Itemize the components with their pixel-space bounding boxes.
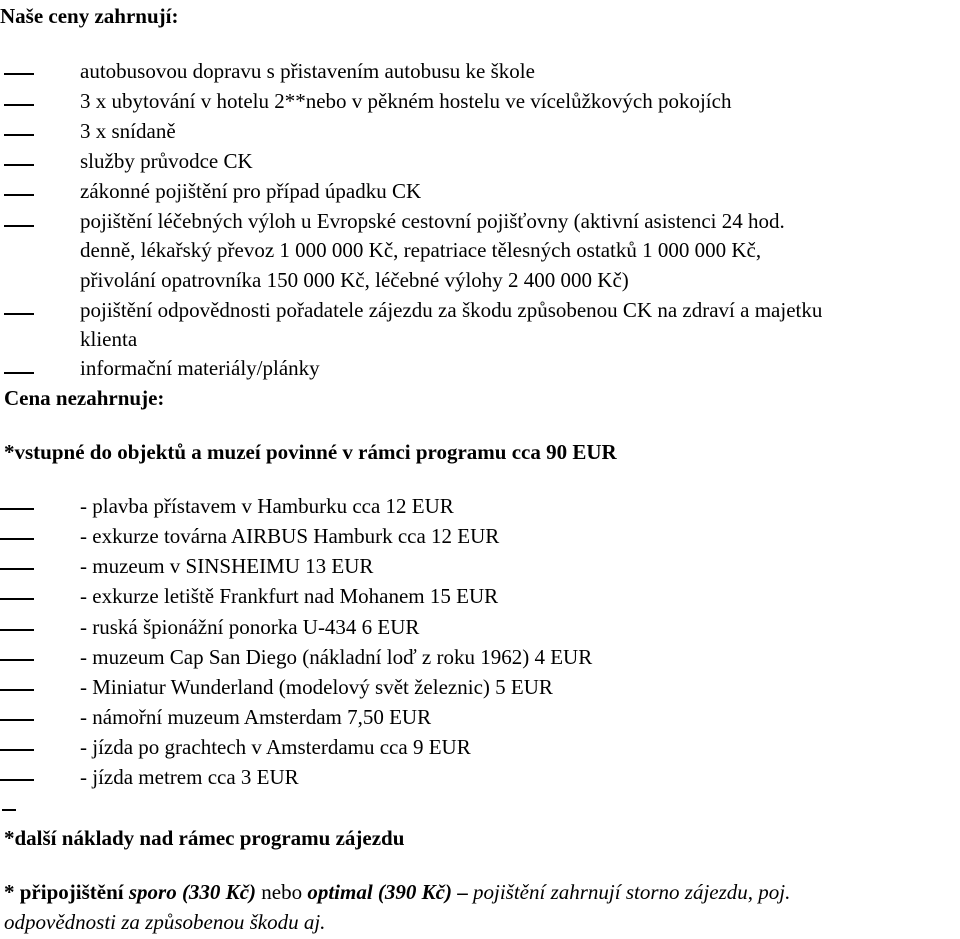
liability-line: pojištění odpovědnosti pořadatele zájezdu za škodu způsobenou CK na zdraví a majetku — [80, 298, 823, 322]
excluded-item: - ruská špionážní ponorka U-434 6 EUR — [80, 615, 420, 639]
supplementary-dash: – — [452, 880, 473, 904]
bullet-dash — [0, 629, 34, 631]
supplementary-prefix: * — [4, 880, 20, 904]
bullet-dash — [4, 372, 34, 374]
bullet-dash — [4, 73, 34, 75]
bullet-dash — [0, 779, 34, 781]
bullet-dash — [0, 689, 34, 691]
excluded-item: - Miniatur Wunderland (modelový svět železnic) 5 EUR — [80, 675, 553, 699]
excluded-item: - muzeum Cap San Diego (nákladní loď z roku 1962) 4 EUR — [80, 645, 593, 669]
bullet-dash — [4, 134, 34, 136]
option-sporo: sporo (330 Kč) — [128, 880, 257, 904]
insurance-line: denně, lékařský převoz 1 000 000 Kč, repatriace tělesných ostatků 1 000 000 Kč, — [80, 238, 762, 262]
bullet-dash — [4, 313, 34, 315]
included-item: autobusovou dopravu s přistavením autobusu ke škole — [80, 59, 535, 83]
other-costs-line: *další náklady nad rámec programu zájezdu — [4, 826, 405, 850]
bullet-dash — [4, 164, 34, 166]
bullet-dash — [4, 104, 34, 106]
bullet-dash — [4, 225, 34, 227]
included-item: 3 x ubytování v hotelu 2**nebo v pěkném hostelu ve vícelůžkových pokojích — [80, 89, 732, 113]
bullet-dash — [4, 194, 34, 196]
insurance-line: pojištění léčebných výloh u Evropské cestovní pojišťovny (aktivní asistenci 24 hod. — [80, 209, 785, 233]
supplementary-term: připojištění — [19, 880, 124, 904]
excluded-item: - exkurze letiště Frankfurt nad Mohanem 15 EUR — [80, 584, 499, 608]
bullet-dash — [0, 508, 34, 510]
included-item: informační materiály/plánky — [80, 356, 320, 380]
bullet-dash — [0, 719, 34, 721]
supplementary-text: pojištění zahrnují storno zájezdu, poj. — [473, 880, 791, 904]
excluded-heading: Cena nezahrnuje: — [4, 386, 165, 410]
option-optimal: optimal (390 Kč) — [307, 880, 452, 904]
bullet-dash — [0, 749, 34, 751]
excluded-item: - jízda metrem cca 3 EUR — [80, 765, 299, 789]
included-heading: Naše ceny zahrnují: — [0, 4, 179, 28]
excluded-item: - jízda po grachtech v Amsterdamu cca 9 EUR — [80, 735, 471, 759]
excluded-item: - námořní muzeum Amsterdam 7,50 EUR — [80, 705, 432, 729]
supplementary-conj: nebo — [256, 880, 308, 904]
supplementary-text-cont: odpovědnosti za způsobenou škodu aj. — [4, 910, 326, 934]
bullet-dash — [2, 809, 16, 811]
included-item: 3 x snídaně — [80, 119, 176, 143]
excluded-item: - exkurze továrna AIRBUS Hamburk cca 12 EUR — [80, 524, 500, 548]
bullet-dash — [0, 659, 34, 661]
entry-fees-line: *vstupné do objektů a muzeí povinné v rámci programu cca 90 EUR — [4, 440, 617, 464]
included-item: zákonné pojištění pro případ úpadku CK — [80, 179, 422, 203]
included-item: služby průvodce CK — [80, 149, 253, 173]
supplementary-line — [4, 882, 790, 903]
excluded-item: - muzeum v SINSHEIMU 13 EUR — [80, 554, 374, 578]
insurance-line: přivolání opatrovníka 150 000 Kč, léčebné výlohy 2 400 000 Kč) — [80, 268, 629, 292]
excluded-item: - plavba přístavem v Hamburku cca 12 EUR — [80, 494, 454, 518]
bullet-dash — [0, 598, 34, 600]
liability-line: klienta — [80, 327, 138, 351]
bullet-dash — [0, 568, 34, 570]
bullet-dash — [0, 538, 34, 540]
